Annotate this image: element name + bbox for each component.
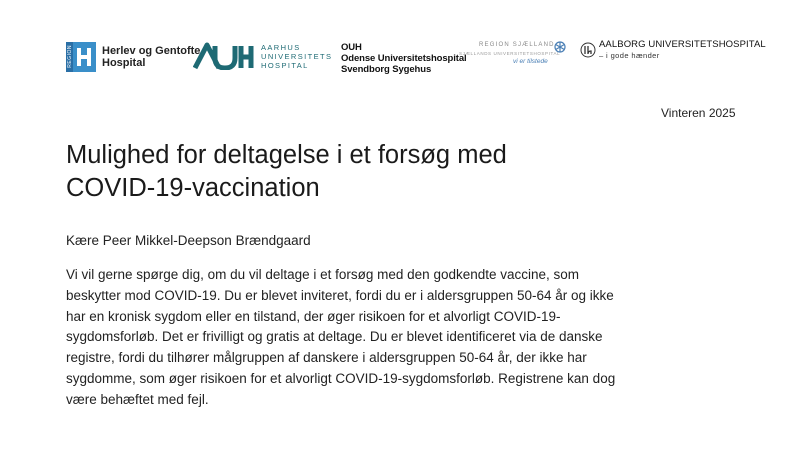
rsj-line1: REGION SJÆLLAND: [479, 42, 555, 48]
aalborg-logo: [580, 39, 766, 61]
snowflake-icon: [553, 40, 567, 54]
title-line1: Mulighed for deltagelse i et forsøg med: [66, 141, 507, 169]
aalborg-line2: – i gode hænder: [599, 51, 660, 60]
auh-mark-icon: [193, 42, 255, 70]
herlev-line2: Hospital: [102, 57, 146, 69]
herlev-gentofte-logo: [66, 42, 200, 72]
ouh-logo: [341, 42, 467, 75]
herlev-region-label: REGION: [67, 45, 73, 68]
auh-line2: UNIVERSITETS: [261, 51, 333, 61]
auh-line1: AARHUS: [261, 42, 301, 52]
circle-monogram-icon: [580, 42, 596, 58]
body-paragraph: Vi vil gerne spørge dig, om du vil deltage i et forsøg med den godkendte vaccine, som beskytter mod COVID-19. Du er blevet inviteret, fordi du er i aldersgruppen 50-64 år og ikke har en kronisk sygdom eller en tilstand, der øger risikoen for et alvorligt COVID-19-sygdomsforløb. Det er frivilligt og gratis at deltage. Du er blevet identificeret via de danske registre, fordi du tilhører målgruppen af danskere i aldersgruppen 50-64 år, der ikke har sygdomme, som øger risikoen for et alvorligt COVID-19-sygdomsforløb. Registrene kan dog være behæftet med fejl.: [66, 267, 616, 407]
aalborg-line1: AALBORG UNIVERSITETSHOSPITAL: [599, 39, 766, 50]
ouh-line3: Svendborg Sygehus: [341, 64, 432, 75]
logo-bar: [0, 0, 800, 90]
salutation: Kære Peer Mikkel-Deepson Brændgaard: [66, 233, 311, 248]
letter-date: Vinteren 2025: [661, 106, 736, 120]
letter-title: [66, 139, 706, 205]
herlev-h-icon: [66, 42, 96, 72]
auh-line3: HOSPITAL: [261, 60, 309, 70]
auh-logo: [193, 42, 332, 70]
region-sjaelland-logo: [459, 40, 567, 70]
rsj-line2: SJÆLLANDS UNIVERSITETSHOSPITAL: [459, 51, 561, 56]
ouh-line1: OUH: [341, 42, 362, 53]
rsj-line3: vi er tilstede: [513, 58, 548, 65]
ouh-line2: Odense Universitetshospital: [341, 53, 467, 64]
herlev-line1: Herlev og Gentofte: [102, 45, 201, 57]
title-line2: COVID-19-vaccination: [66, 174, 320, 202]
